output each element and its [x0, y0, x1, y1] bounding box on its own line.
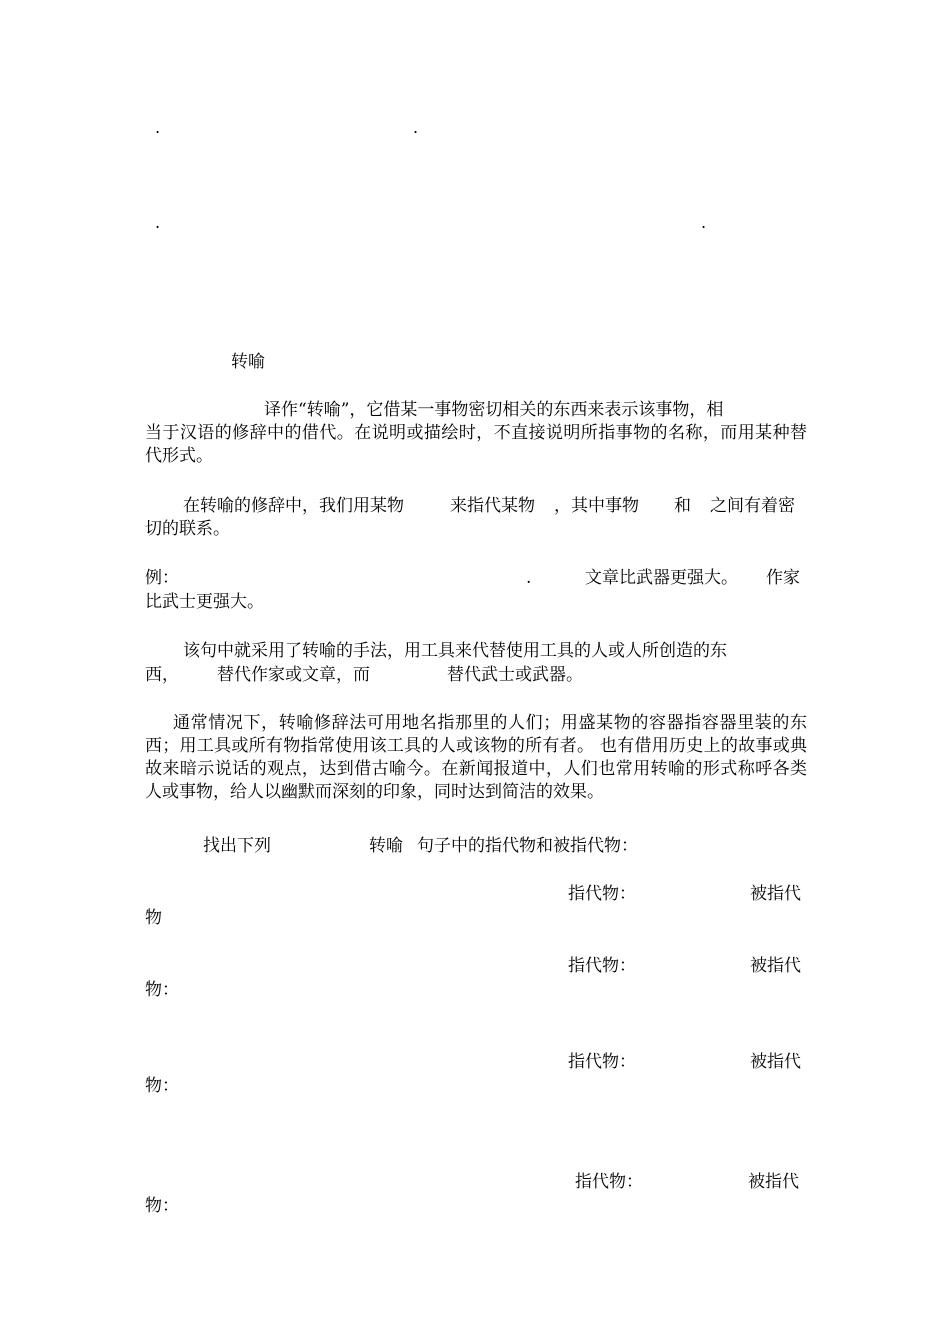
- question-object-tail: 物：: [145, 980, 179, 1000]
- example-label: 例：: [145, 568, 179, 588]
- question-subject-label: 指代物：: [575, 1172, 643, 1192]
- question-subject-label: 指代物：: [568, 1052, 636, 1072]
- question-subject-label: 指代物：: [568, 956, 636, 976]
- para2-part: ，其中事物: [554, 496, 639, 516]
- example-dot: .: [526, 568, 532, 588]
- question-object-label: 被指代: [750, 956, 801, 976]
- para3-part: 替代作家或文章，而: [217, 665, 370, 685]
- question-object-tail: 物：: [145, 1196, 179, 1216]
- para1-line1: 译作“转喻”，它借某一事物密切相关的东西来表示该事物，相: [264, 400, 724, 420]
- para2-part: 和: [674, 496, 691, 516]
- para2-part: 之间有着密: [710, 496, 795, 516]
- header-dot: .: [701, 213, 707, 232]
- section-title: 转喻: [231, 352, 265, 372]
- para3-line1: 该句中就采用了转喻的手法，用工具来代替使用工具的人或人所创造的东: [183, 641, 727, 661]
- header-dot: .: [155, 118, 161, 137]
- para3-part: 替代武士或武器。: [447, 665, 583, 685]
- question-object-label: 被指代: [750, 884, 801, 904]
- para2-line2: 切的联系。: [145, 519, 230, 539]
- example-text: 作家: [766, 568, 800, 588]
- question-object-label: 被指代: [748, 1172, 799, 1192]
- question-object-label: 被指代: [750, 1052, 801, 1072]
- example-text: 文章比武器更强大。: [585, 568, 738, 588]
- para2-part: 在转喻的修辞中，我们用某物: [183, 496, 404, 516]
- header-dot: .: [413, 118, 419, 137]
- para2-part: 来指代某物: [450, 496, 535, 516]
- question-object-tail: 物：: [145, 1076, 179, 1096]
- question-object-tail: 物: [145, 908, 162, 928]
- header-dot: .: [155, 213, 161, 232]
- example-line2: 比武士更强大。: [145, 592, 264, 612]
- exercise-part: 句子中的指代物和被指代物：: [417, 836, 638, 856]
- exercise-part: 转喻: [369, 836, 403, 856]
- para4-body: 通常情况下，转喻修辞法可用地名指那里的人们；用盛某物的容器指容器里装的东西；用工具或所有物指常使用该工具的人或该物的所有者。 也有借用历史上的故事或典故来暗示说话的观点，达到借古喻今。在新闻报道中，人们也常用转喻的形式称呼各类人或事物，给人以幽默而深刻的印象，同时达到简洁的效果。: [145, 713, 807, 802]
- exercise-part: 找出下列: [203, 836, 271, 856]
- para3-part: 西，: [145, 665, 179, 685]
- para1-body: 当于汉语的修辞中的借代。在说明或描绘时，不直接说明所指事物的名称，而用某种替代形式。: [145, 423, 807, 466]
- question-subject-label: 指代物：: [568, 884, 636, 904]
